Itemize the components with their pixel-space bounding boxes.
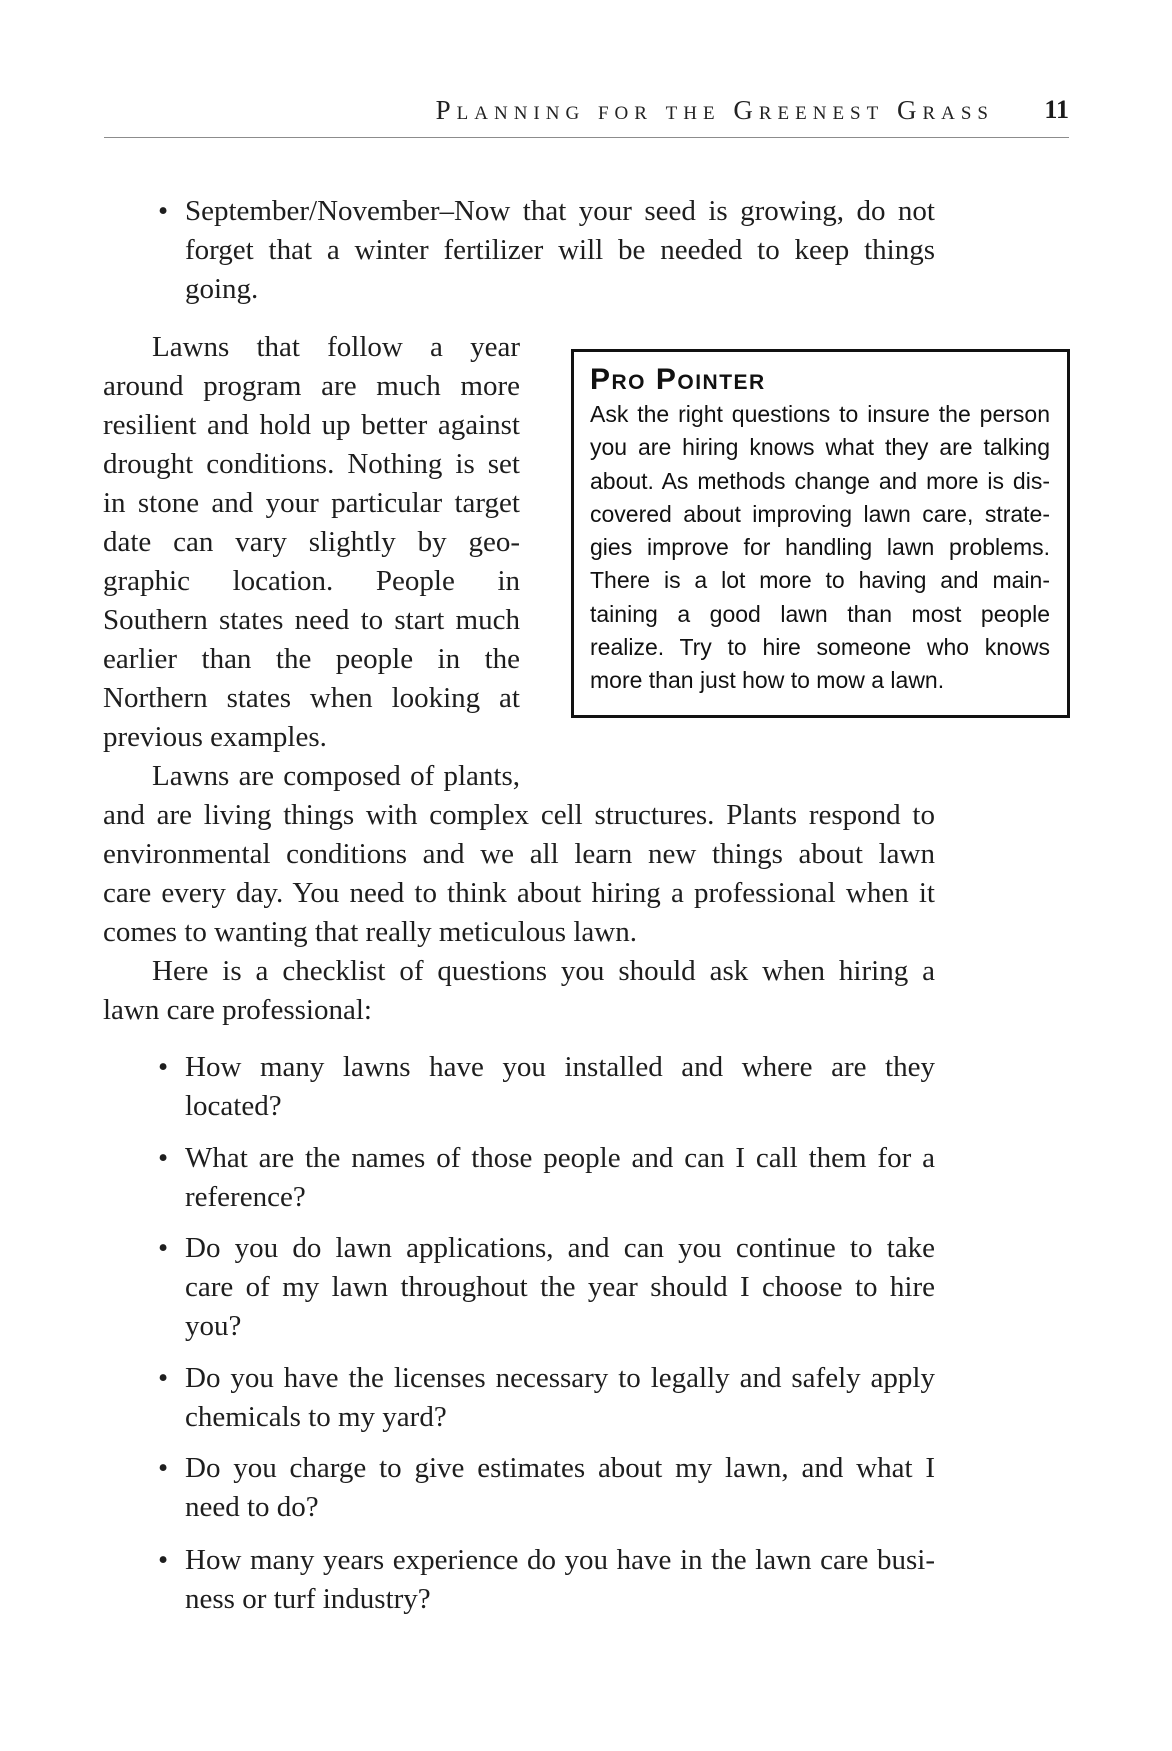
bullet-icon: •	[158, 1142, 169, 1174]
text-line: Do you charge to give estimates about my lawn, and what I	[185, 1452, 935, 1484]
list-item	[103, 1541, 935, 1619]
text-line: you?	[185, 1310, 242, 1342]
list-item-text	[185, 1359, 935, 1437]
text-line: Ask the right questions to insure the person	[590, 401, 1050, 427]
list-item	[103, 1229, 935, 1346]
text-line: Do you have the licenses necessary to legally and safely apply	[185, 1362, 935, 1394]
text-line: What are the names of those people and can I call them for a	[185, 1142, 935, 1174]
text-line: Lawns that follow a year	[152, 331, 520, 363]
running-title: Planning for the Greenest Grass	[435, 95, 994, 125]
text-line: care every day. You need to think about hiring a professional when it	[103, 877, 935, 909]
list-item-text	[185, 1139, 935, 1217]
list-item	[103, 1048, 935, 1126]
list-item-text	[185, 1229, 935, 1346]
list-item-text	[185, 1541, 935, 1619]
text-line: Here is a checklist of questions you should ask when hiring a	[152, 955, 935, 987]
paragraph	[103, 757, 935, 952]
text-line: you are hiring knows what they are talking	[590, 434, 1050, 461]
text-line: and are living things with complex cell structures. Plants respond to	[103, 799, 935, 831]
text-line: gies improve for handling lawn problems.	[590, 534, 1050, 561]
text-line: comes to wanting that really meticulous lawn.	[103, 916, 637, 948]
text-line: ness or turf industry?	[185, 1583, 431, 1615]
text-line: lawn care professional:	[103, 994, 372, 1026]
pro-pointer-box	[571, 349, 1070, 718]
text-line: graphic location. People in	[103, 565, 520, 597]
pro-pointer-title: Pro Pointer	[590, 363, 766, 396]
text-line: realize. Try to hire someone who knows	[590, 634, 1050, 661]
pro-pointer-text	[590, 398, 1050, 698]
text-line: drought conditions. Nothing is set	[103, 448, 520, 480]
text-line: chemicals to my yard?	[185, 1401, 447, 1433]
list-item	[103, 192, 935, 309]
bullet-icon: •	[158, 195, 169, 227]
text-line: resilient and hold up better against	[103, 409, 520, 441]
page-number: 11	[1044, 95, 1069, 124]
list-item	[103, 1139, 935, 1217]
text-line: in stone and your particular target	[103, 487, 520, 519]
text-line: date can vary slightly by geo-	[103, 526, 520, 558]
text-line: need to do?	[185, 1491, 319, 1523]
text-line: There is a lot more to having and main-	[590, 567, 1050, 594]
text-line: located?	[185, 1090, 282, 1122]
bullet-icon: •	[158, 1452, 169, 1484]
text-line: going.	[185, 273, 259, 305]
text-line: covered about improving lawn care, strate-	[590, 500, 1050, 527]
paragraph	[103, 952, 935, 1030]
header-rule	[104, 137, 1069, 138]
list-item-text	[185, 192, 935, 309]
list-item-text	[185, 1048, 935, 1126]
list-item	[103, 1449, 935, 1527]
bullet-icon: •	[158, 1362, 169, 1394]
bullet-icon: •	[158, 1232, 169, 1264]
text-line: reference?	[185, 1181, 306, 1213]
text-line: environmental conditions and we all learn new things about lawn	[103, 838, 935, 870]
text-line: care of my lawn throughout the year should I choose to hire	[185, 1271, 935, 1303]
text-line: Southern states need to start much	[103, 604, 520, 636]
text-line: more than just how to mow a lawn.	[590, 667, 945, 694]
list-item	[103, 1359, 935, 1437]
bullet-icon: •	[158, 1051, 169, 1083]
text-line: Do you do lawn applications, and can you continue to take	[185, 1232, 935, 1264]
text-line: September/November–Now that your seed is growing, do not	[185, 195, 935, 227]
text-line: around program are much more	[103, 370, 520, 402]
text-line: Lawns are composed of plants,	[152, 760, 520, 792]
text-line: earlier than the people in the	[103, 643, 520, 675]
text-line: about. As methods change and more is dis-	[590, 467, 1050, 494]
text-line: previous examples.	[103, 721, 327, 753]
bullet-icon: •	[158, 1544, 169, 1576]
list-item-text	[185, 1449, 935, 1527]
text-line: taining a good lawn than most people	[590, 600, 1050, 627]
text-line: How many years experience do you have in the lawn care busi-	[185, 1544, 935, 1576]
text-line: forget that a winter fertilizer will be needed to keep things	[185, 234, 935, 266]
text-line: Northern states when looking at	[103, 682, 520, 714]
text-line: How many lawns have you installed and where are they	[185, 1051, 935, 1083]
